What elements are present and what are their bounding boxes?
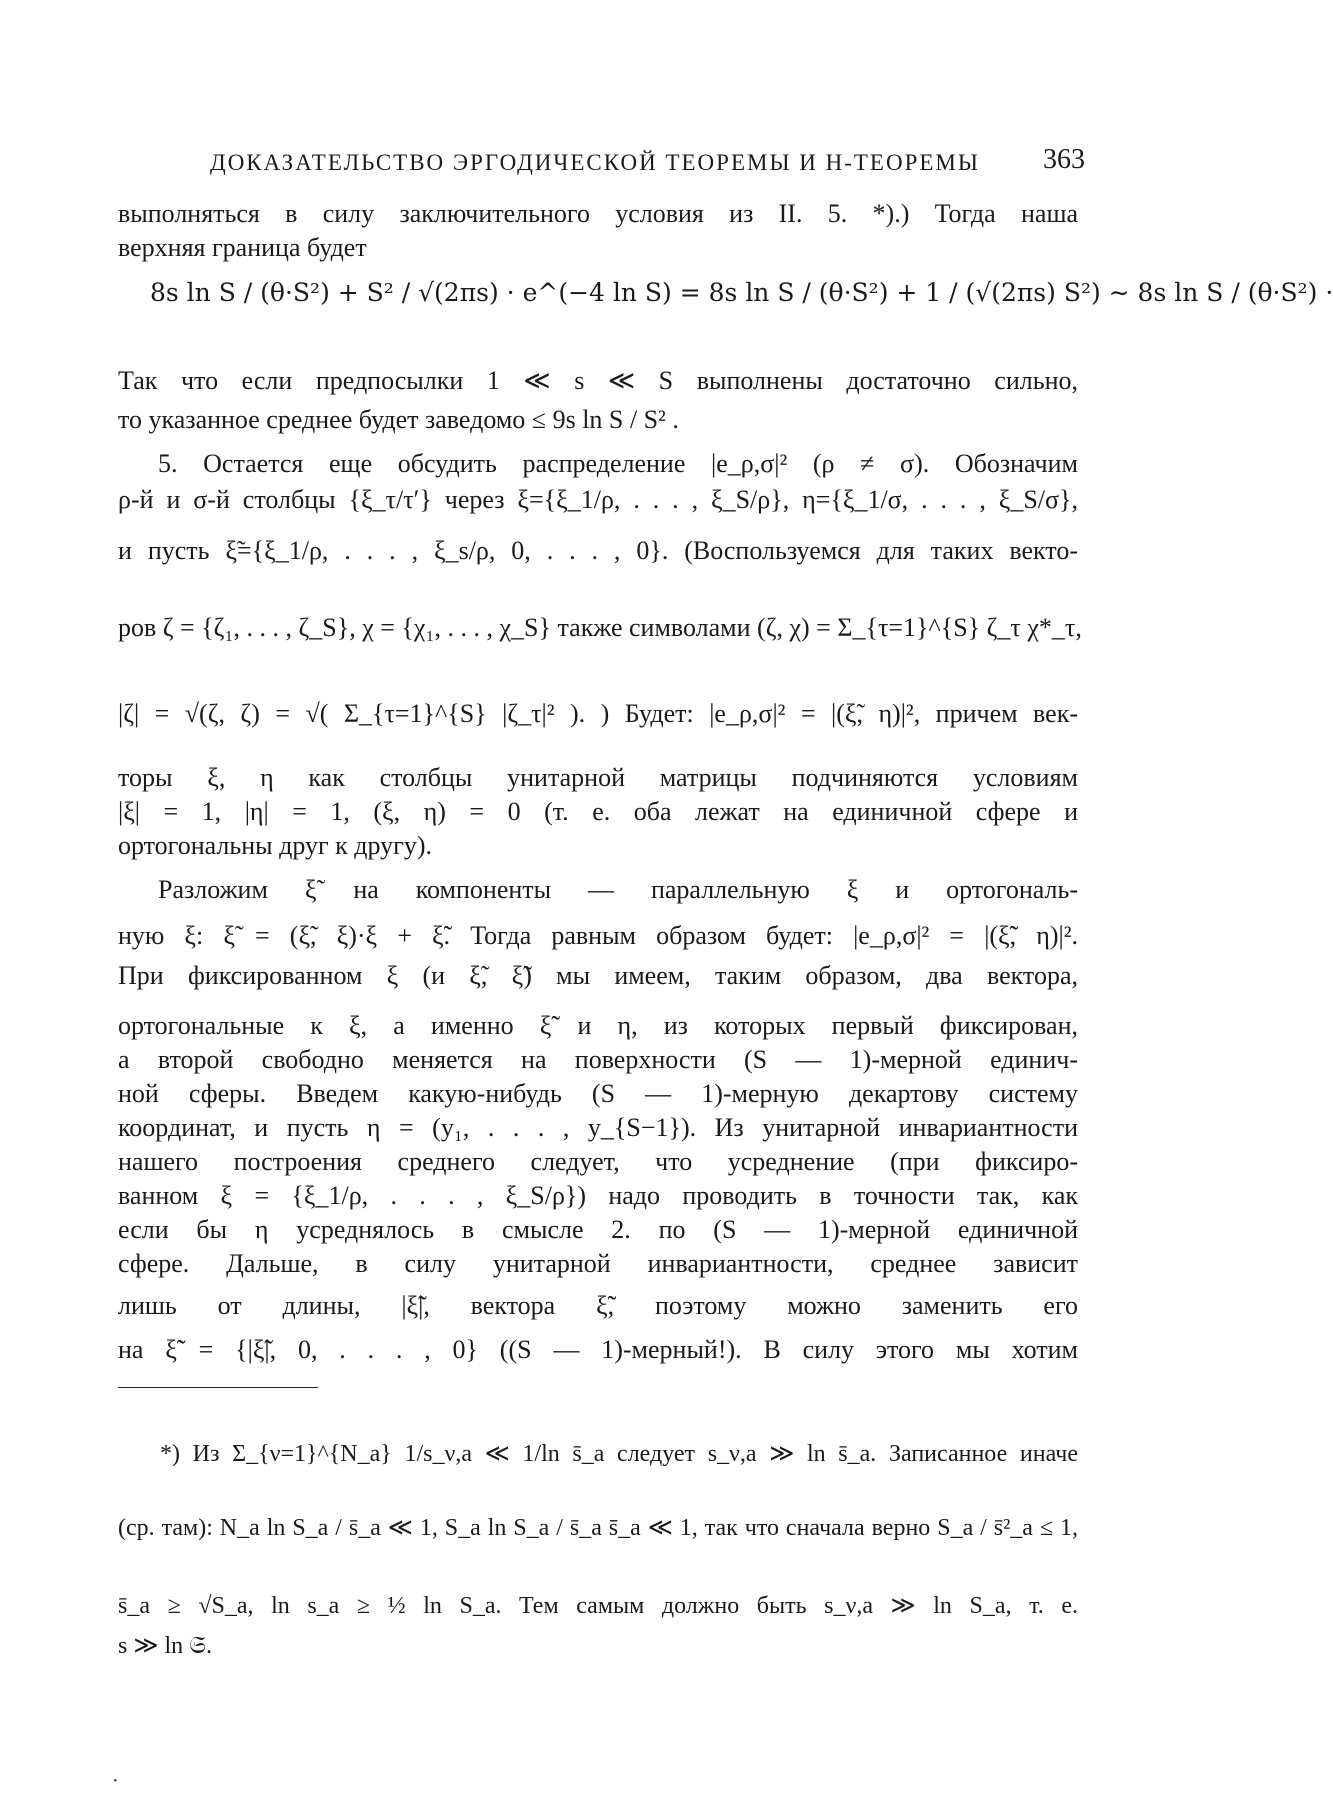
footnote-rule	[118, 1387, 318, 1388]
header-title: ДОКАЗАТЕЛЬСТВО ЭРГОДИЧЕСКОЙ ТЕОРЕМЫ И H-ТЕОРЕМЫ	[210, 150, 980, 175]
text-line: |ζ| = √(ζ, ζ) = √( Σ_{τ=1}^{S} |ζ_τ|² ). ) Будет: |e_ρ,σ|² = |(ξ̃, η)|², причем век-	[118, 699, 1078, 728]
text-line: верхняя граница будет	[118, 233, 367, 262]
footnote-line: s̄_a ≥ √S_a, ln s_a ≥ ½ ln S_a. Тем самым должно быть s_ν,a ≫ ln S_a, т. е.	[118, 1593, 1078, 1619]
text-line: на ξ̃̃ = {|ξ̃̃|, 0, . . . , 0} ((S — 1)-мерный!). В силу этого мы хотим	[118, 1335, 1078, 1364]
text-line: и пусть ξ̃={ξ_1/ρ, . . . , ξ_s/ρ, 0, . . . , 0}. (Воспользуемся для таких векто-	[118, 536, 1078, 565]
text-line: ную ξ: ξ̃ = (ξ̃, ξ)·ξ + ξ̃̃. Тогда равным образом будет: |e_ρ,σ|² = |(ξ̃̃, η)|².	[118, 921, 1078, 950]
text-line: ортогональные к ξ, а именно ξ̃̃ и η, из которых первый фиксирован,	[118, 1011, 1078, 1040]
text-line: Разложим ξ̃ на компоненты — параллельную ξ и ортогональ-	[158, 875, 1078, 904]
text-line: если бы η усреднялось в смысле 2. по (S — 1)-мерной единичной	[118, 1215, 1078, 1244]
text-line: лишь от длины, |ξ̃̃|, вектора ξ̃̃, поэтому можно заменить его	[118, 1291, 1078, 1320]
text-line: а второй свободно меняется на поверхности (S — 1)-мерной единич-	[118, 1045, 1078, 1074]
text-line: выполняться в силу заключительного условия из II. 5. *).) Тогда наша	[118, 199, 1078, 228]
text-line: нашего построения среднего следует, что усреднение (при фиксиро-	[118, 1147, 1078, 1176]
display-formula: 8s ln S / (θ·S²) + S² / √(2πs) · e^(−4 ln S) = 8s ln S / (θ·S²) + 1 / (√(2πs) S²) ∼ 8s ln S / (θ·S²) ·	[150, 278, 1333, 307]
text-line: Так что если предпосылки 1 ≪ s ≪ S выполнены достаточно сильно,	[118, 366, 1078, 395]
text-line: ванном ξ = {ξ_1/ρ, . . . , ξ_S/ρ}) надо проводить в точности так, как	[118, 1181, 1078, 1210]
text-line: торы ξ, η как столбцы унитарной матрицы подчиняются условиям	[118, 763, 1078, 792]
page-number: 363	[1043, 144, 1085, 175]
text-line: координат, и пусть η = (y₁, . . . , y_{S−1}). Из унитарной инвариантности	[118, 1113, 1078, 1142]
footnote-line: *) Из Σ_{ν=1}^{N_a} 1/s_ν,a ≪ 1/ln s̄_a следует s_ν,a ≫ ln s̄_a. Записанное иначе	[160, 1441, 1078, 1467]
footnote-line: s ≫ ln 𝔖.	[118, 1633, 212, 1659]
text-line: то указанное среднее будет заведомо ≤ 9s ln S / S² .	[118, 405, 679, 434]
text-line: ров ζ = {ζ₁, . . . , ζ_S}, χ = {χ₁, . . . , χ_S} также символами (ζ, χ) = Σ_{τ=1}^{S} ζ_τ χ*_τ,	[118, 613, 1082, 642]
running-header	[185, 140, 1085, 180]
text-line: |ξ| = 1, |η| = 1, (ξ, η) = 0 (т. е. оба лежат на единичной сфере и	[118, 797, 1078, 826]
text-line: сфере. Дальше, в силу унитарной инвариантности, среднее зависит	[118, 1249, 1078, 1278]
page-mark: ·	[112, 1770, 119, 1792]
section-line: 5. Остается еще обсудить распределение |e_ρ,σ|² (ρ ≠ σ). Обозначим	[158, 449, 1078, 478]
footnote-line: (ср. там): N_a ln S_a / s̄_a ≪ 1, S_a ln S_a / s̄_a s̄̄_a ≪ 1, так что сначала верно S_a / s̄²_a ≤ 1,	[118, 1515, 1079, 1541]
text-line: При фиксированном ξ (и ξ̃, ξ̃̃) мы имеем, таким образом, два вектора,	[118, 961, 1078, 990]
text-line: ной сферы. Введем какую-нибудь (S — 1)-мерную декартову систему	[118, 1079, 1078, 1108]
text-line: ρ-й и σ-й столбцы {ξ_τ/τ′} через ξ={ξ_1/ρ, . . . , ξ_S/ρ}, η={ξ_1/σ, . . . , ξ_S/σ},	[118, 485, 1078, 514]
text-line: ортогональны друг к другу).	[118, 831, 432, 860]
